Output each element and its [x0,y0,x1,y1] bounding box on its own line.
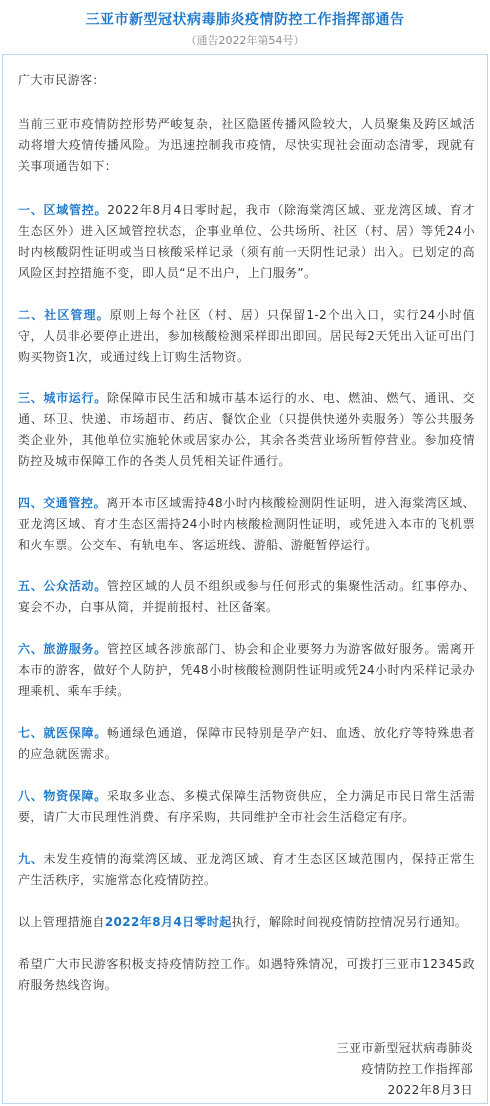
section-7-heading: 七、就医保障。 [18,726,107,740]
signature-org-line1: 三亚市新型冠状病毒肺炎 [336,1041,473,1055]
section-3-heading: 三、城市运行。 [18,391,107,405]
section-7-body: 畅通绿色通道，保障市民特别是孕产妇、血透、放化疗等特殊患者的应急就医需求。 [18,726,475,761]
section-5 [18,576,475,618]
closing-paragraph: 希望广大市民游客积极支持疫情防控工作。如遇特殊情况，可拨打三亚市12345政府服务热线咨询。 [18,957,475,992]
section-8-body: 采取多业态、多模式保障生活物资供应，全力满足市民日常生活需要，请广大市民理性消费、有序采购，共同维护全市社会生活稳定有序。 [18,789,475,824]
notice-body [0,55,490,1106]
header [0,0,490,54]
section-6-body: 管控区域各涉旅部门、协会和企业要努力为游客做好服务。需离开本市的游客，做好个人防护，凭48小时核酸检测阴性证明或凭24小时内采样记录办理乘机、乘车手续。 [18,642,475,698]
section-6 [18,639,475,702]
section-4-body: 离开本市区域需持48小时内核酸检测阴性证明，进入海棠湾区域、亚龙湾区域、育才生态区需持24小时内核酸检测阴性证明，或凭进入本市的飞机票和火车票。公交车、有轨电车、客运班线、游船、游艇暂停运行。 [18,496,475,552]
section-2-heading: 二、社区管理。 [18,308,110,322]
section-1-heading: 一、区域管控。 [18,203,108,217]
notice-number: （通告2022年第54号） [185,34,305,47]
section-5-body: 管控区域的人员不组织或参与任何形式的集聚性活动。红事停办、宴会不办，白事从简，并提前报村、社区备案。 [18,579,475,614]
signature-date: 2022年8月3日 [387,1083,473,1097]
effective-date: 2022年8月4日零时起 [104,915,232,929]
section-2-body: 原则上每个社区（村、居）只保留1-2个出入口，实行24小时值守，人员非必要停止进出，参加核酸检测采样即出即回。居民每2天凭出入证可出门购买物资1次，或通过线上订购生活物资。 [18,308,475,364]
section-4 [18,493,475,556]
section-1-body: 2022年8月4日零时起，我市（除海棠湾区域、亚龙湾区域、育才生态区外）进入区域管控状态，企事业单位、公共场所、社区（村、居）等凭24小时内核酸阴性证明或当日核酸采样记录（须有前一天阴性记录）出入。已划定的高风险区封控措施不变，即人员“足不出户，上门服务”。 [18,203,475,280]
intro-paragraph: 当前三亚市疫情防控形势严峻复杂，社区隐匿传播风险较大，人员聚集及跨区域活动将增大疫情传播风险。为迅速控制我市疫情，尽快实现社会面动态清零，现就有关事项通告如下： [18,117,475,173]
effective-date-paragraph: 以上管理措施自2022年8月4日零时起执行，解除时间视疫情防控情况另行通知。 [18,915,468,929]
section-8 [18,786,475,828]
section-1 [18,200,475,284]
section-8-heading: 八、物资保障。 [18,789,107,803]
section-4-heading: 四、交通管控。 [18,496,107,510]
section-9 [18,849,475,891]
section-2 [18,305,475,368]
section-7 [18,723,475,765]
signature-org-line2: 疫情防控工作指挥部 [361,1062,473,1076]
salutation: 广大市民游客： [18,73,105,87]
section-9-body: 未发生疫情的海棠湾区域、亚龙湾区域、育才生态区区域范围内，保持正常生产生活秩序，实施常态化疫情防控。 [18,852,475,887]
section-3 [18,388,475,472]
section-6-heading: 六、旅游服务。 [18,642,107,656]
section-5-heading: 五、公众活动。 [18,579,107,593]
section-3-body: 除保障市民生活和城市基本运行的水、电、燃油、燃气、通讯、交通、环卫、快递、市场超市、药店、餐饮企业（只提供快递外卖服务）等公共服务类企业外，其他单位实施轮休或居家办公，其余各类营业场所暂停营业。参加疫情防控及城市保障工作的各类人员凭相关证件通行。 [18,391,475,468]
page-title: 三亚市新型冠状病毒肺炎疫情防控工作指挥部通告 [85,12,405,28]
section-9-heading: 九、 [18,852,44,866]
